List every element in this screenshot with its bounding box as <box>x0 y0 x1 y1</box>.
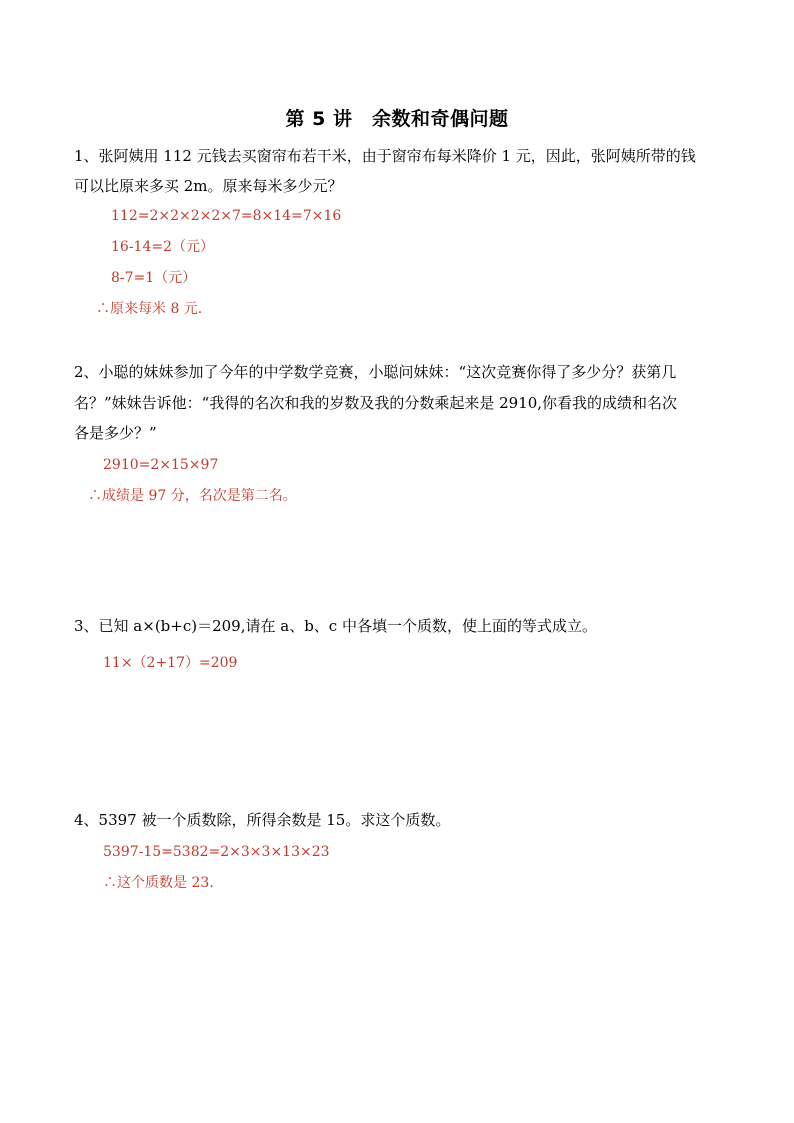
answer-1-line-3: 8-7=1（元） <box>111 270 197 286</box>
question-2-line-1: 2、小聪的妹妹参加了今年的中学数学竞赛，小聪问妹妹：“这次竞赛你得了多少分？获第几 <box>74 363 677 381</box>
question-3-line-1: 3、已知 a×(b+c)＝209,请在 a、b、c 中各填一个质数，使上面的等式成立。 <box>74 617 597 635</box>
answer-4-conclusion: ∴这个质数是 23. <box>103 875 214 891</box>
answer-1-conclusion: ∴原来每米 8 元. <box>96 301 203 317</box>
question-4-line-1: 4、5397 被一个质数除，所得余数是 15。求这个质数。 <box>74 811 451 829</box>
question-2-line-3: 各是多少？” <box>74 424 157 442</box>
question-2-line-2: 名？”妹妹告诉他：“我得的名次和我的岁数及我的分数乘起来是 2910,你看我的成绩和名次 <box>74 394 678 412</box>
answer-2-line-1: 2910=2×15×97 <box>103 457 219 473</box>
answer-1-line-2: 16-14=2（元） <box>111 239 214 255</box>
answer-4-line-1: 5397-15=5382=2×3×3×13×23 <box>103 844 330 860</box>
answer-2-conclusion: ∴成绩是 97 分，名次是第二名。 <box>88 488 297 504</box>
answer-3-line-1: 11×（2+17）=209 <box>103 655 238 671</box>
question-1-line-1: 1、张阿姨用 112 元钱去买窗帘布若干米，由于窗帘布每米降价 1 元，因此，张阿姨所带的钱 <box>74 147 696 165</box>
page-title: 第 5 讲 余数和奇偶问题 <box>285 108 509 130</box>
answer-1-line-1: 112=2×2×2×2×7=8×14=7×16 <box>111 208 342 224</box>
question-1-line-2: 可以比原来多买 2m。原来每米多少元？ <box>74 177 343 195</box>
